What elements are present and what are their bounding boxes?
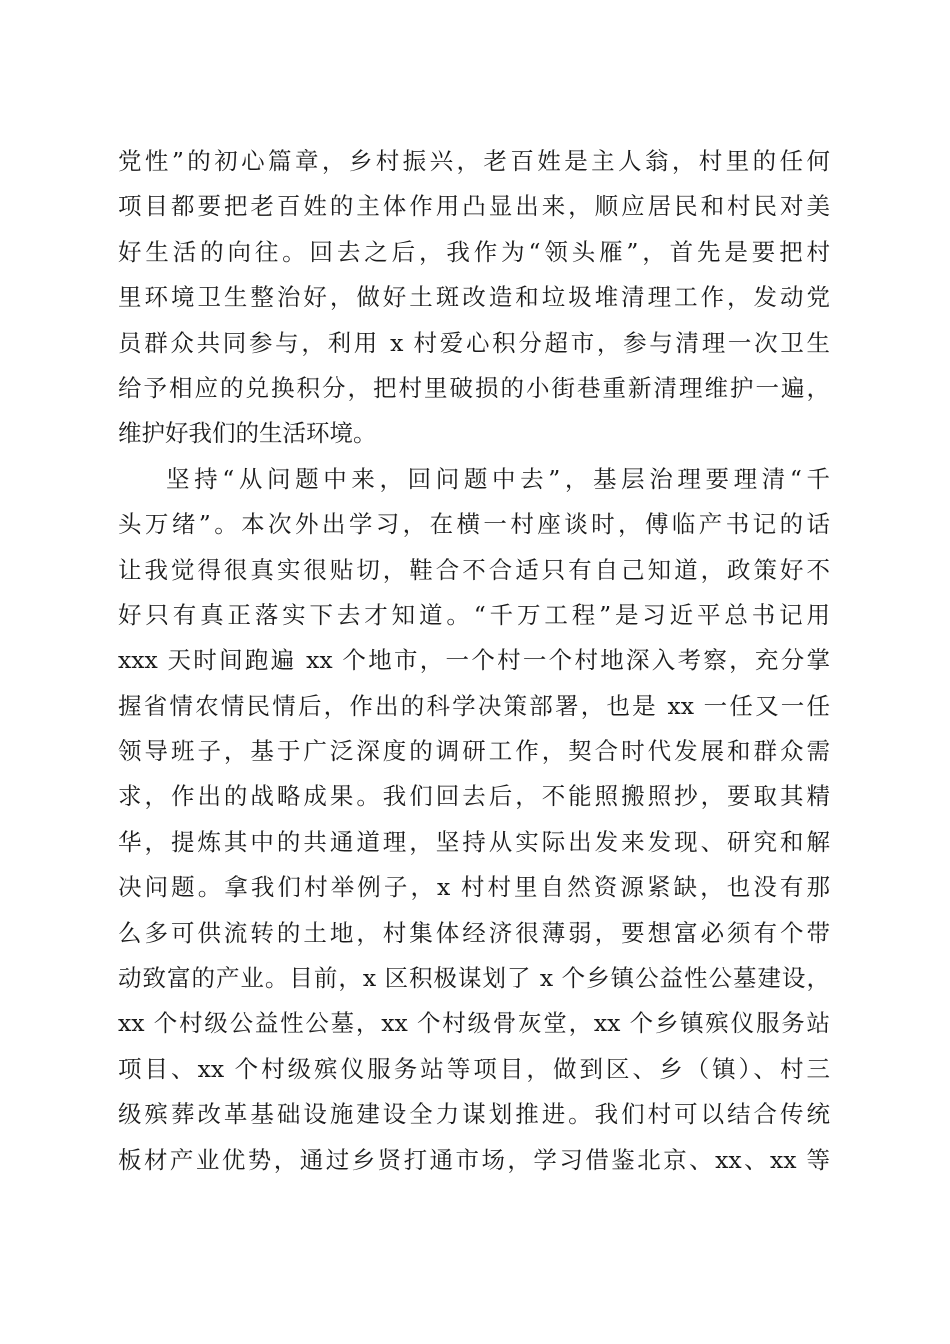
paragraph-2-line: xx 个村级公益性公墓，xx 个村级骨灰堂，xx 个乡镇殡仪服务站 <box>118 1009 830 1038</box>
paragraph-2-line: 么多可供流转的土地，村集体经济很薄弱，要想富必须有个带 <box>118 918 830 947</box>
body-text <box>118 139 830 1183</box>
paragraph-1-line: 员群众共同参与，利用 x 村爱心积分超市，参与清理一次卫生 <box>118 328 830 357</box>
paragraph-2-line: 好只有真正落实下去才知道。“千万工程”是习近平总书记用 <box>118 600 830 629</box>
paragraph-1-line: 好生活的向往。回去之后，我作为“领头雁”，首先是要把村 <box>118 237 830 266</box>
paragraph-1-line: 维护好我们的生活环境。 <box>118 419 377 448</box>
paragraph-2-line: 求，作出的战略成果。我们回去后，不能照搬照抄，要取其精 <box>118 782 830 811</box>
paragraph-1-line: 里环境卫生整治好，做好土斑改造和垃圾堆清理工作，发动党 <box>118 283 830 312</box>
paragraph-2-line: 领导班子，基于广泛深度的调研工作，契合时代发展和群众需 <box>118 737 830 766</box>
paragraph-1-line: 给予相应的兑换积分，把村里破损的小街巷重新清理维护一遍， <box>118 373 830 402</box>
paragraph-2-line: 握省情农情民情后，作出的科学决策部署，也是 xx 一任又一任 <box>118 691 830 720</box>
paragraph-2-line: xxx 天时间跑遍 xx 个地市，一个村一个村地深入考察，充分掌 <box>118 646 830 675</box>
paragraph-1-line: 党性”的初心篇章，乡村振兴，老百姓是主人翁，村里的任何 <box>118 147 830 175</box>
paragraph-2-line: 级殡葬改革基础设施建设全力谋划推进。我们村可以结合传统 <box>118 1100 830 1129</box>
paragraph-1-line: 项目都要把老百姓的主体作用凸显出来，顺应居民和村民对美 <box>118 192 830 221</box>
paragraph-2-line: 头万绪”。本次外出学习，在横一村座谈时，傅临产书记的话 <box>118 510 830 539</box>
paragraph-2-line: 动致富的产业。目前，x 区积极谋划了 x 个乡镇公益性公墓建设， <box>118 964 830 993</box>
paragraph-2-line: 项目、xx 个村级殡仪服务站等项目，做到区、乡（镇）、村三 <box>118 1054 830 1083</box>
paragraph-2-line: 板材产业优势，通过乡贤打通市场，学习借鉴北京、xx、xx 等 <box>118 1145 830 1174</box>
paragraph-2-first-line: 坚持“从问题中来，回问题中去”，基层治理要理清“千 <box>166 464 830 493</box>
paragraph-2-line: 华，提炼其中的共通道理，坚持从实际出发来发现、研究和解 <box>118 827 830 856</box>
paragraph-2-line: 让我觉得很真实很贴切，鞋合不合适只有自己知道，政策好不 <box>118 555 830 584</box>
paragraph-2-line: 决问题。拿我们村举例子，x 村村里自然资源紧缺，也没有那 <box>118 873 830 902</box>
